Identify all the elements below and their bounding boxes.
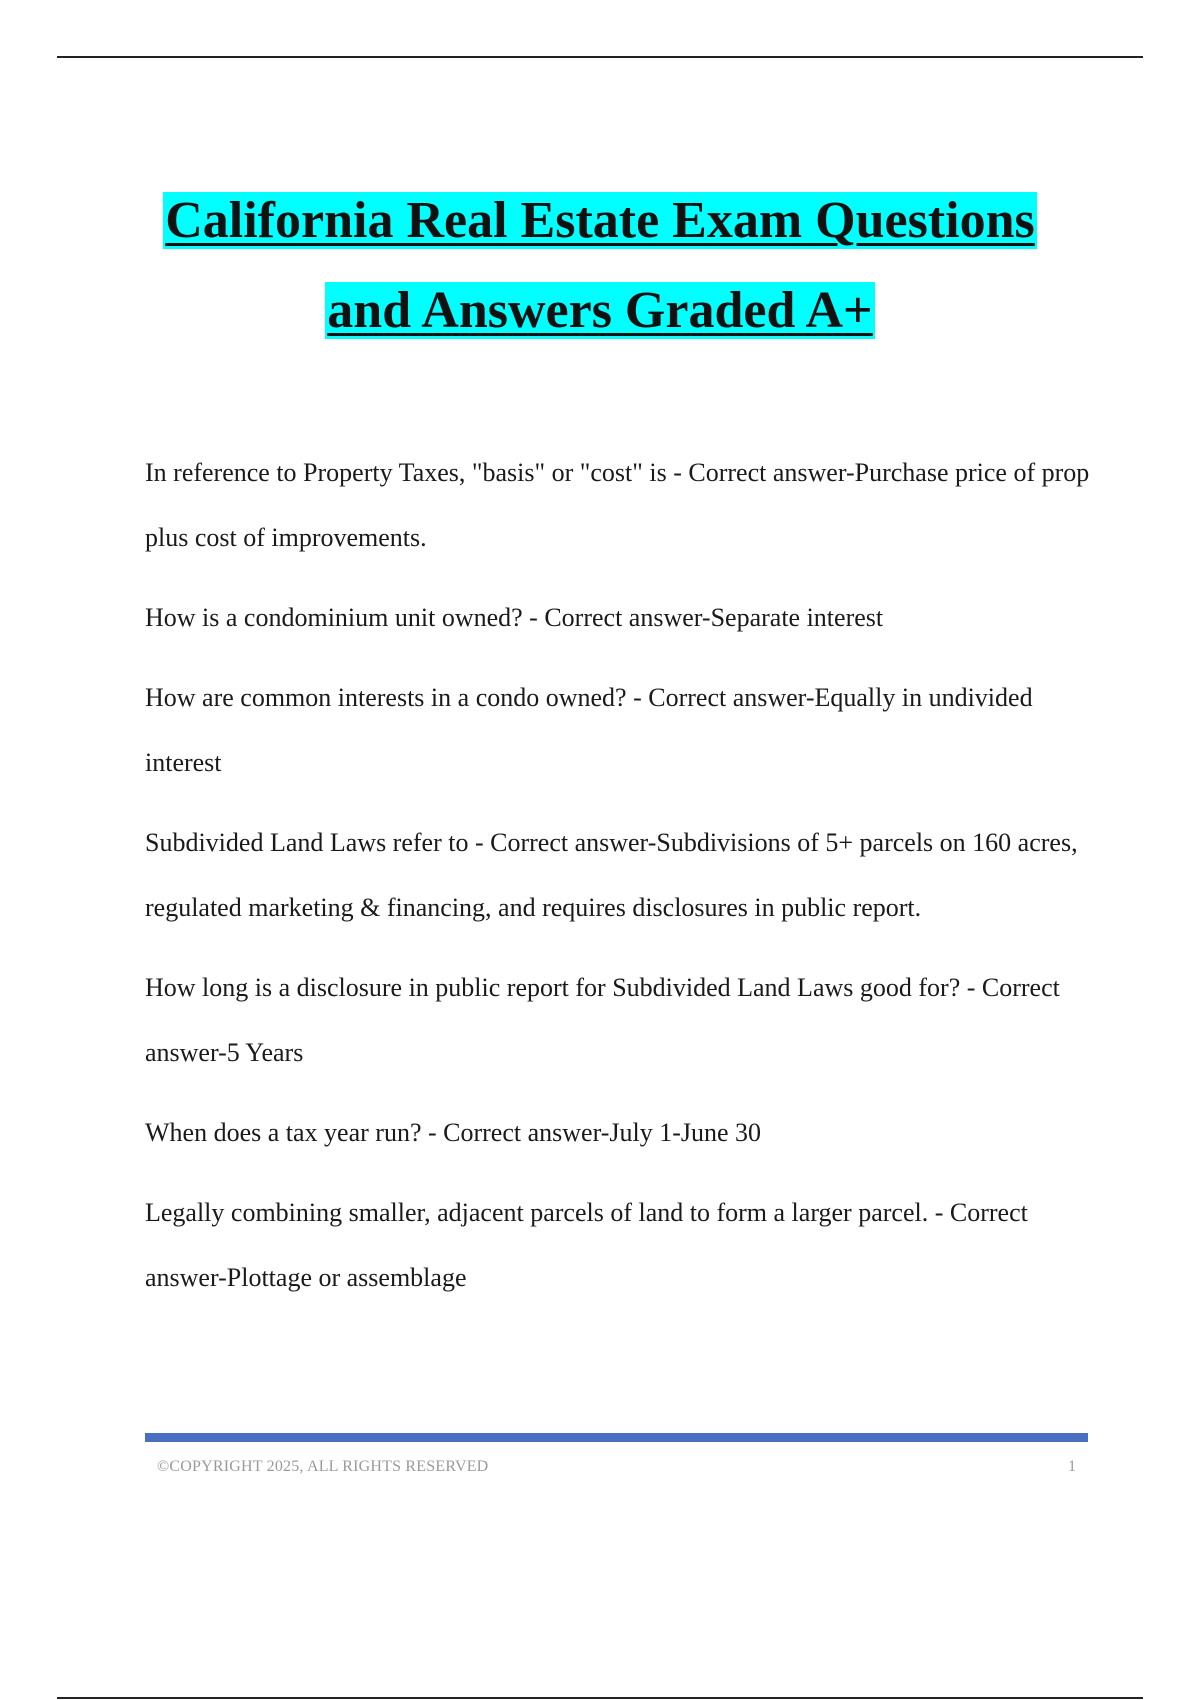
qa-item-2 <box>145 585 1095 650</box>
qa-item-5 <box>145 955 1095 1085</box>
answer-text: Correct answer-Separate interest <box>544 603 884 632</box>
footer-copyright: ©COPYRIGHT 2025, ALL RIGHTS RESERVED <box>157 1458 489 1475</box>
qa-item-7 <box>145 1180 1095 1310</box>
title-line-2-row <box>0 266 1200 356</box>
question-text: When does a tax year run? - <box>145 1118 444 1147</box>
footer-bar <box>145 1433 1088 1442</box>
footer-page-number: 1 <box>1068 1458 1076 1475</box>
qa-item-3 <box>145 665 1095 795</box>
answer-text: Correct answer-Purchase price of prop plus cost of improvements. <box>145 458 1090 552</box>
document-title <box>0 176 1200 356</box>
title-line-1-row <box>0 176 1200 266</box>
question-text: How are common interests in a condo owned? - <box>145 683 649 712</box>
top-rule <box>57 56 1143 58</box>
answer-text: Correct answer-Subdivisions of 5+ parcels on 160 acres, regulated marketing & financing, and requires disclosures in public report. <box>145 828 1078 922</box>
qa-list <box>145 440 1095 1325</box>
answer-text: Correct answer-July 1-June 30 <box>443 1118 762 1147</box>
qa-item-1 <box>145 440 1095 570</box>
question-text: Subdivided Land Laws refer to - <box>145 828 491 857</box>
question-text: How is a condominium unit owned? - <box>145 603 545 632</box>
question-text: Legally combining smaller, adjacent parcels of land to form a larger parcel. - <box>145 1198 950 1227</box>
qa-item-4 <box>145 810 1095 940</box>
question-text: How long is a disclosure in public report for Subdivided Land Laws good for? - <box>145 973 982 1002</box>
bottom-rule <box>57 1697 1143 1699</box>
answer-text: Correct answer-5 Years <box>145 973 1060 1067</box>
qa-item-6 <box>145 1100 1095 1165</box>
question-text: In reference to Property Taxes, "basis" or "cost" is - <box>145 458 689 487</box>
answer-text: Correct answer-Plottage or assemblage <box>145 1198 1028 1292</box>
answer-text: Correct answer-Equally in undivided interest <box>145 683 1033 777</box>
title-line-1: California Real Estate Exam Questions <box>165 192 1035 249</box>
title-line-2: and Answers Graded A+ <box>327 282 873 339</box>
